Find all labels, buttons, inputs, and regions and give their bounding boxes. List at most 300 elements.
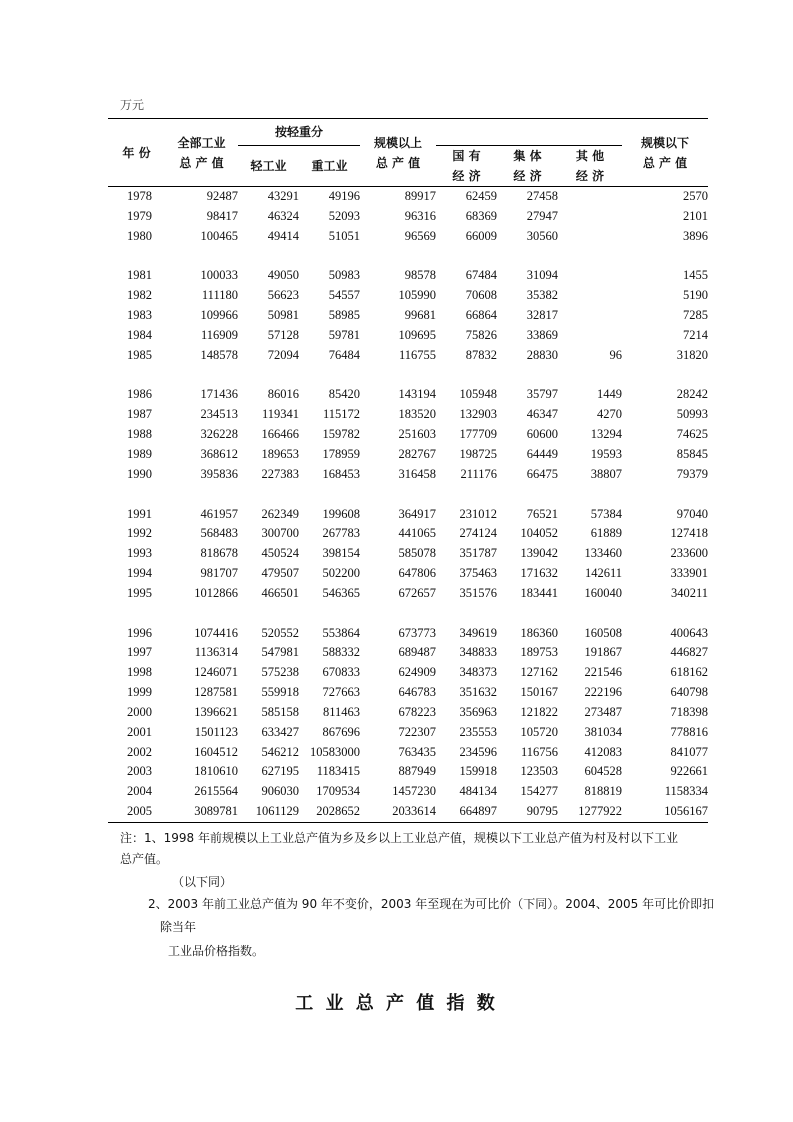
below-scale-output-cell: 333901 [670, 566, 709, 581]
collective-cell: 31094 [526, 268, 559, 283]
year-cell: 1980 [127, 228, 152, 243]
below-scale-output-cell: 340211 [670, 585, 709, 600]
light-industry-cell: 166466 [261, 427, 299, 442]
table-row [108, 187, 708, 207]
spacer-cell [497, 366, 558, 386]
above-scale-output-cell: 722307 [398, 724, 437, 739]
year-cell: 1989 [127, 446, 152, 461]
light-industry-cell: 906030 [261, 784, 299, 799]
collective-cell: 121822 [520, 704, 559, 719]
header-state-owned-line2: 经 济 [452, 169, 481, 183]
spacer-cell [299, 604, 360, 624]
total-output-cell: 234513 [200, 407, 238, 422]
heavy-industry-cell: 51051 [328, 228, 361, 243]
header-other-economy [558, 146, 622, 187]
year-cell: 1985 [127, 347, 152, 362]
other-economy-cell: 133460 [584, 546, 623, 561]
light-industry-cell: 633427 [261, 724, 299, 739]
year-cell: 1994 [127, 566, 152, 581]
total-output-cell: 100465 [200, 228, 238, 243]
other-economy-cell [558, 266, 622, 286]
collective-cell: 186360 [520, 625, 559, 640]
header-year-label: 年 份 [122, 145, 151, 160]
total-output-cell: 3089781 [165, 802, 238, 822]
heavy-industry-cell: 159782 [322, 427, 361, 442]
total-output-cell: 1604512 [194, 744, 238, 759]
total-output-cell: 116909 [200, 327, 238, 342]
note-line-5: 除当年 [160, 920, 197, 934]
collective-cell: 64449 [526, 446, 559, 461]
total-output-cell: 1287581 [194, 685, 238, 700]
light-industry-cell: 479507 [261, 566, 299, 581]
table-row [108, 505, 708, 525]
collective-cell: 150167 [520, 685, 559, 700]
state-owned-cell: 348373 [459, 665, 498, 680]
year-cell: 1983 [127, 308, 152, 323]
year-cell: 1988 [127, 427, 152, 442]
header-light-industry [238, 146, 299, 187]
header-light-industry-label: 轻工业 [250, 159, 287, 173]
collective-cell: 171632 [520, 566, 559, 581]
year-cell: 1978 [127, 189, 152, 203]
header-heavy-industry-label: 重工业 [311, 159, 348, 173]
other-economy-cell: 1449 [597, 387, 623, 402]
header-above-scale-line1: 规模以上 [374, 135, 423, 150]
light-industry-cell: 262349 [261, 506, 299, 521]
spacer-cell [165, 604, 238, 624]
header-state-owned [436, 146, 497, 187]
header-state-owned-line1: 国 有 [452, 149, 481, 163]
collective-cell: 46347 [526, 407, 559, 422]
collective-cell: 127162 [520, 665, 559, 680]
total-output-cell: 92487 [206, 189, 238, 203]
light-industry-cell: 119341 [261, 407, 299, 422]
table-row [108, 663, 708, 683]
year-cell: 2005 [108, 802, 165, 822]
heavy-industry-cell: 54557 [328, 288, 361, 303]
header-ownership-group [436, 119, 622, 146]
total-output-cell: 818678 [200, 546, 238, 561]
table-row [108, 723, 708, 743]
light-industry-cell: 227383 [261, 466, 299, 481]
total-output-cell: 1501123 [194, 724, 238, 739]
table-row [108, 802, 708, 822]
above-scale-output-cell: 282767 [398, 446, 437, 461]
light-industry-cell: 56623 [267, 288, 299, 303]
collective-cell: 35382 [526, 288, 559, 303]
table-row [108, 306, 708, 326]
below-scale-output-cell: 778816 [670, 724, 709, 739]
light-industry-cell: 50981 [267, 308, 299, 323]
light-industry-cell: 1061129 [238, 802, 299, 822]
above-scale-output-cell: 105990 [398, 288, 437, 303]
total-output-cell: 1136314 [194, 645, 238, 660]
heavy-industry-cell: 588332 [322, 645, 361, 660]
spacer-cell [108, 604, 165, 624]
below-scale-output-cell: 7285 [683, 308, 709, 323]
state-owned-cell: 198725 [459, 446, 498, 461]
header-by-light-heavy [238, 119, 360, 146]
state-owned-cell: 664897 [436, 802, 497, 822]
below-scale-output-cell: 446827 [670, 645, 709, 660]
light-industry-cell: 547981 [261, 645, 299, 660]
above-scale-output-cell: 2033614 [360, 802, 436, 822]
state-owned-cell: 132903 [459, 407, 498, 422]
spacer-cell [238, 247, 299, 267]
total-output-cell: 395836 [200, 466, 238, 481]
above-scale-output-cell: 1457230 [392, 784, 437, 799]
above-scale-output-cell: 89917 [404, 189, 437, 203]
above-scale-output-cell: 143194 [398, 387, 437, 402]
collective-cell: 33869 [526, 327, 559, 342]
table-row [108, 584, 708, 604]
above-scale-output-cell: 251603 [398, 427, 437, 442]
heavy-industry-cell: 1709534 [316, 784, 361, 799]
light-industry-cell: 57128 [267, 327, 299, 342]
below-scale-output-cell: 841077 [670, 744, 709, 759]
other-economy-cell: 57384 [590, 506, 623, 521]
light-industry-cell: 575238 [261, 665, 299, 680]
above-scale-output-cell: 624909 [398, 665, 437, 680]
table-row [108, 683, 708, 703]
table-row [108, 207, 708, 227]
note-line-6: 工业品价格指数。 [168, 944, 265, 958]
spacer-cell [622, 247, 708, 267]
header-collective-line2: 经 济 [513, 169, 542, 183]
below-scale-output-cell: 1158334 [664, 784, 709, 799]
heavy-industry-cell: 49196 [328, 189, 361, 203]
total-output-cell: 98417 [206, 208, 238, 223]
above-scale-output-cell: 441065 [398, 526, 437, 541]
other-economy-cell [558, 187, 622, 207]
heavy-industry-cell: 76484 [328, 347, 361, 362]
heavy-industry-cell: 867696 [322, 724, 361, 739]
spacer-cell [436, 604, 497, 624]
year-cell: 1981 [127, 268, 152, 283]
spacer-cell [299, 247, 360, 267]
other-economy-cell: 381034 [584, 724, 623, 739]
spacer-cell [238, 604, 299, 624]
state-owned-cell: 234596 [459, 744, 498, 759]
table-row [108, 643, 708, 663]
collective-cell: 35797 [526, 387, 559, 402]
table-row [108, 405, 708, 425]
collective-cell: 27947 [526, 208, 559, 223]
header-below-scale-line1: 规模以下 [641, 135, 690, 150]
heavy-industry-cell: 115172 [322, 407, 361, 422]
other-economy-cell [558, 207, 622, 227]
spacer-cell [497, 604, 558, 624]
spacer-cell [238, 366, 299, 386]
total-output-cell: 109966 [200, 308, 238, 323]
spacer-cell [165, 366, 238, 386]
light-industry-cell: 520552 [261, 625, 299, 640]
below-scale-output-cell: 718398 [670, 704, 709, 719]
above-scale-output-cell: 646783 [398, 685, 437, 700]
other-economy-cell: 61889 [590, 526, 623, 541]
year-cell: 2003 [127, 764, 152, 779]
collective-cell: 116756 [520, 744, 559, 759]
table-row [108, 524, 708, 544]
other-economy-cell: 222196 [584, 685, 623, 700]
below-scale-output-cell: 922661 [670, 764, 709, 779]
other-economy-cell: 38807 [590, 466, 623, 481]
spacer-cell [360, 604, 436, 624]
spacer-cell [165, 247, 238, 267]
header-below-scale-output [622, 119, 708, 187]
below-scale-output-cell: 31820 [676, 347, 709, 362]
above-scale-output-cell: 672657 [398, 585, 437, 600]
heavy-industry-cell: 2028652 [299, 802, 360, 822]
heavy-industry-cell: 1183415 [316, 764, 361, 779]
other-economy-cell: 160040 [584, 585, 623, 600]
note-line-1: 注：1、1998 年前规模以上工业总产值为乡及乡以上工业总产值，规模以下工业总产值为村及村以下工业 [120, 831, 678, 845]
year-cell: 1979 [127, 208, 152, 223]
table-row [108, 762, 708, 782]
year-cell: 1992 [127, 526, 152, 541]
spacer-cell [558, 247, 622, 267]
state-owned-cell: 177709 [459, 427, 498, 442]
state-owned-cell: 70608 [465, 288, 498, 303]
above-scale-output-cell: 183520 [398, 407, 437, 422]
other-economy-cell: 604528 [584, 764, 623, 779]
other-economy-cell: 19593 [590, 446, 623, 461]
spacer-cell [299, 366, 360, 386]
collective-cell: 104052 [520, 526, 559, 541]
spacer-cell [436, 485, 497, 505]
heavy-industry-cell: 168453 [322, 466, 361, 481]
state-owned-cell: 349619 [459, 625, 498, 640]
below-scale-output-cell: 97040 [676, 506, 709, 521]
unit-label: 万元 [120, 98, 145, 112]
state-owned-cell: 484134 [459, 784, 498, 799]
spacer-cell [497, 247, 558, 267]
collective-cell: 105720 [520, 724, 559, 739]
above-scale-output-cell: 99681 [404, 308, 437, 323]
heavy-industry-cell: 85420 [328, 387, 361, 402]
total-output-cell: 148578 [200, 347, 238, 362]
below-scale-output-cell: 618162 [670, 665, 709, 680]
above-scale-output-cell: 316458 [398, 466, 437, 481]
heavy-industry-cell: 670833 [322, 665, 361, 680]
year-cell: 1982 [127, 288, 152, 303]
state-owned-cell: 348833 [459, 645, 498, 660]
state-owned-cell: 231012 [459, 506, 498, 521]
year-cell: 1999 [127, 685, 152, 700]
collective-cell: 27458 [526, 189, 559, 203]
total-output-cell: 326228 [200, 427, 238, 442]
below-scale-output-cell: 1056167 [622, 802, 708, 822]
light-industry-cell: 559918 [261, 685, 299, 700]
above-scale-output-cell: 364917 [398, 506, 437, 521]
spacer-cell [108, 485, 165, 505]
total-output-cell: 111180 [201, 288, 238, 303]
table-row [108, 266, 708, 286]
heavy-industry-cell: 398154 [322, 546, 361, 561]
table-row [108, 624, 708, 644]
state-owned-cell: 66864 [465, 308, 498, 323]
other-economy-cell: 412083 [584, 744, 623, 759]
note-line-4: 2、2003 年前工业总产值为 90 年不变价，2003 年至现在为可比价（下同）。2004、2005 年可比价即扣 [148, 897, 715, 911]
year-cell: 1995 [127, 585, 152, 600]
note-line-2: 总产值。 [120, 852, 169, 866]
state-owned-cell: 211176 [460, 466, 498, 481]
heavy-industry-cell: 553864 [322, 625, 361, 640]
other-economy-cell [558, 306, 622, 326]
above-scale-output-cell: 116755 [398, 347, 437, 362]
year-cell: 1996 [127, 625, 152, 640]
light-industry-cell: 49050 [267, 268, 299, 283]
below-scale-output-cell: 127418 [670, 526, 709, 541]
heavy-industry-cell: 267783 [322, 526, 361, 541]
spacer-row [108, 485, 708, 505]
collective-cell: 139042 [520, 546, 559, 561]
below-scale-output-cell: 1455 [683, 268, 709, 283]
below-scale-output-cell: 2101 [683, 208, 709, 223]
spacer-cell [108, 247, 165, 267]
above-scale-output-cell: 887949 [398, 764, 437, 779]
total-output-cell: 461957 [200, 506, 238, 521]
spacer-cell [360, 366, 436, 386]
above-scale-output-cell: 96569 [404, 228, 437, 243]
other-economy-cell: 1277922 [558, 802, 622, 822]
state-owned-cell: 351632 [459, 685, 498, 700]
header-heavy-industry [299, 146, 360, 187]
spacer-cell [360, 247, 436, 267]
below-scale-output-cell: 85845 [676, 446, 709, 461]
total-output-cell: 1012866 [194, 585, 238, 600]
spacer-cell [497, 485, 558, 505]
state-owned-cell: 351576 [459, 585, 498, 600]
table-row [108, 227, 708, 247]
year-cell: 1986 [127, 387, 152, 402]
year-cell: 2001 [127, 724, 152, 739]
header-collective-line1: 集 体 [513, 149, 542, 163]
industrial-output-table [108, 118, 708, 823]
total-output-cell: 1074416 [194, 625, 238, 640]
light-industry-cell: 466501 [261, 585, 299, 600]
table-row [108, 326, 708, 346]
below-scale-output-cell: 7214 [683, 327, 709, 342]
heavy-industry-cell: 59781 [328, 327, 361, 342]
collective-cell: 123503 [520, 764, 559, 779]
year-cell: 2000 [127, 704, 152, 719]
above-scale-output-cell: 689487 [398, 645, 437, 660]
heavy-industry-cell: 199608 [322, 506, 361, 521]
table-row [108, 564, 708, 584]
header-by-light-heavy-label: 按轻重分 [275, 125, 324, 139]
table-body [108, 187, 708, 823]
above-scale-output-cell: 763435 [398, 744, 437, 759]
table-row [108, 465, 708, 485]
light-industry-cell: 49414 [267, 228, 299, 243]
other-economy-cell: 273487 [584, 704, 623, 719]
light-industry-cell: 46324 [267, 208, 299, 223]
next-section-title: 工 业 总 产 值 指 数 [295, 993, 498, 1014]
spacer-cell [360, 485, 436, 505]
other-economy-cell: 13294 [590, 427, 623, 442]
header-total-output-line2: 总 产 值 [179, 155, 224, 170]
table-row [108, 425, 708, 445]
above-scale-output-cell: 647806 [398, 566, 437, 581]
light-industry-cell: 72094 [267, 347, 299, 362]
below-scale-output-cell: 233600 [670, 546, 709, 561]
other-economy-cell [558, 326, 622, 346]
spacer-cell [299, 485, 360, 505]
light-industry-cell: 450524 [261, 546, 299, 561]
other-economy-cell: 4270 [597, 407, 623, 422]
header-collective [497, 146, 558, 187]
other-economy-cell: 221546 [584, 665, 623, 680]
state-owned-cell: 66009 [465, 228, 498, 243]
collective-cell: 189753 [520, 645, 559, 660]
heavy-industry-cell: 727663 [322, 685, 361, 700]
year-cell: 1984 [127, 327, 152, 342]
other-economy-cell: 96 [609, 347, 623, 362]
spacer-cell [108, 366, 165, 386]
collective-cell: 30560 [526, 228, 559, 243]
above-scale-output-cell: 98578 [404, 268, 437, 283]
collective-cell: 60600 [526, 427, 559, 442]
spacer-cell [238, 485, 299, 505]
other-economy-cell: 142611 [584, 566, 623, 581]
state-owned-cell: 274124 [459, 526, 498, 541]
heavy-industry-cell: 10583000 [310, 744, 361, 759]
other-economy-cell: 191867 [584, 645, 623, 660]
header-above-scale-output [360, 119, 436, 187]
collective-cell: 154277 [520, 784, 559, 799]
header-other-economy-line2: 经 济 [575, 169, 605, 183]
light-industry-cell: 86016 [267, 387, 299, 402]
header-year [108, 119, 165, 187]
collective-cell: 32817 [526, 308, 559, 323]
heavy-industry-cell: 178959 [322, 446, 361, 461]
total-output-cell: 1810610 [194, 764, 238, 779]
collective-cell: 28830 [526, 347, 559, 362]
year-cell: 1998 [127, 665, 152, 680]
spacer-row [108, 247, 708, 267]
table-row [108, 782, 708, 802]
spacer-row [108, 366, 708, 386]
light-industry-cell: 43291 [267, 189, 299, 203]
table-row [108, 544, 708, 564]
light-industry-cell: 300700 [261, 526, 299, 541]
below-scale-output-cell: 74625 [676, 427, 709, 442]
state-owned-cell: 356963 [459, 704, 498, 719]
table-row [108, 385, 708, 405]
header-below-scale-line2: 总 产 值 [642, 155, 688, 170]
header-above-scale-line2: 总 产 值 [375, 155, 421, 170]
heavy-industry-cell: 52093 [328, 208, 361, 223]
other-economy-cell: 160508 [584, 625, 623, 640]
year-cell: 2004 [127, 784, 152, 799]
above-scale-output-cell: 585078 [398, 546, 437, 561]
header-total-output-line1: 全部工业 [177, 135, 226, 150]
above-scale-output-cell: 673773 [398, 625, 437, 640]
year-cell: 2002 [127, 744, 152, 759]
year-cell: 1991 [127, 506, 152, 521]
state-owned-cell: 67484 [465, 268, 498, 283]
total-output-cell: 981707 [200, 566, 238, 581]
collective-cell: 66475 [526, 466, 559, 481]
table-row [108, 445, 708, 465]
total-output-cell: 1396621 [194, 704, 238, 719]
light-industry-cell: 189653 [261, 446, 299, 461]
collective-cell: 76521 [526, 506, 559, 521]
spacer-cell [558, 366, 622, 386]
above-scale-output-cell: 678223 [398, 704, 437, 719]
table-row [108, 743, 708, 763]
